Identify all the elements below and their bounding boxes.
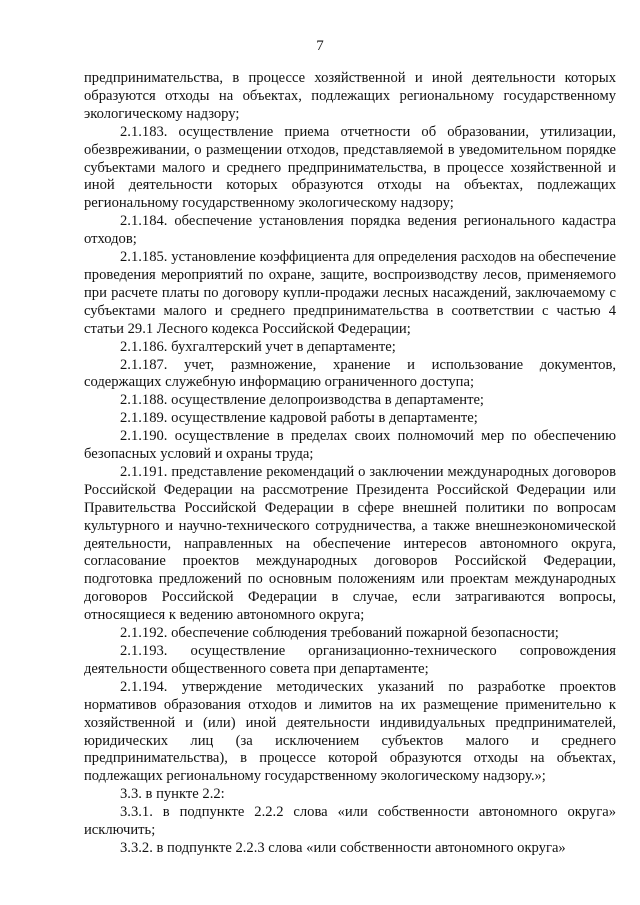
paragraph: 2.1.188. осуществление делопроизводства в департаменте; — [120, 392, 484, 409]
paragraph: 2.1.185. установление коэффициента для определения расходов на обеспечение проведения мероприятий по охране, защите, воспроизводству лесов, применяемого при расчете платы по договору купли-продажи лесных насаждений, заключаемому с субъектами малого и среднего предпринимательства в соответствии с частью 4 статьи 29.1 Лесного кодекса Российской Федерации; — [84, 249, 616, 337]
paragraph: 3.3.1. в подпункте 2.2.2 слова «или собственности автономного округа» исключить; — [84, 804, 616, 839]
paragraph: 2.1.191. представление рекомендаций о заключении международных договоров Российской Федерации на рассмотрение Президента Российской Федерации или Правительства Российской Федерации в сфере внешней политики по вопросам культурного и научно-технического сотрудничества, а также внешнеэкономической деятельности, направленных на обеспечение интересов автономного округа, согласование проектов международных договоров Российской Федерации, подготовка предложений по основным положениям или проектам международных договоров Российской Федерации в случае, если затрагиваются вопросы, относящиеся к ведению автономного округа; — [84, 463, 616, 624]
document-body — [84, 70, 616, 858]
paragraph: 2.1.189. осуществление кадровой работы в департаменте; — [120, 410, 478, 427]
paragraph: 2.1.183. осуществление приема отчетности об образовании, утилизации, обезвреживании, о размещении отходов, представляемой в уведомительном порядке субъектами малого и среднего предпринимательства, в процессе хозяйственной и иной деятельности которых образуются отходы на объектах, подлежащих региональному государственному экологическому надзору; — [84, 123, 616, 212]
paragraph: предпринимательства, в процессе хозяйственной и иной деятельности которых образуются отходы на объектах, подлежащих региональному государственному экологическому надзору; — [84, 70, 616, 122]
paragraph: 3.3. в пункте 2.2: — [120, 786, 225, 803]
page-number: 7 — [316, 38, 324, 54]
paragraph: 2.1.184. обеспечение установления порядка ведения регионального кадастра отходов; — [84, 213, 616, 248]
paragraph: 2.1.193. осуществление организационно-технического сопровождения деятельности общественного совета при департаменте; — [84, 643, 616, 677]
paragraph: 2.1.194. утверждение методических указаний по разработке проектов нормативов образования отходов и лимитов на их размещение применительно к хозяйственной и (или) иной деятельности индивидуальных предпринимателей, юридических лиц (за исключением субъектов малого и среднего предпринимательства), в процессе которой образуются отходы на объектах, подлежащих региональному государственному экологическому надзору.»; — [84, 678, 616, 785]
paragraph: 2.1.190. осуществление в пределах своих полномочий мер по обеспечению безопасных условий и охраны труда; — [84, 428, 616, 463]
paragraph: 2.1.186. бухгалтерский учет в департаменте; — [120, 338, 396, 355]
paragraph: 3.3.2. в подпункте 2.2.3 слова «или собственности автономного округа» — [120, 839, 566, 856]
paragraph: 2.1.192. обеспечение соблюдения требований пожарной безопасности; — [120, 625, 559, 642]
paragraph: 2.1.187. учет, размножение, хранение и использование документов, содержащих служебную информацию ограниченного доступа; — [84, 356, 616, 391]
